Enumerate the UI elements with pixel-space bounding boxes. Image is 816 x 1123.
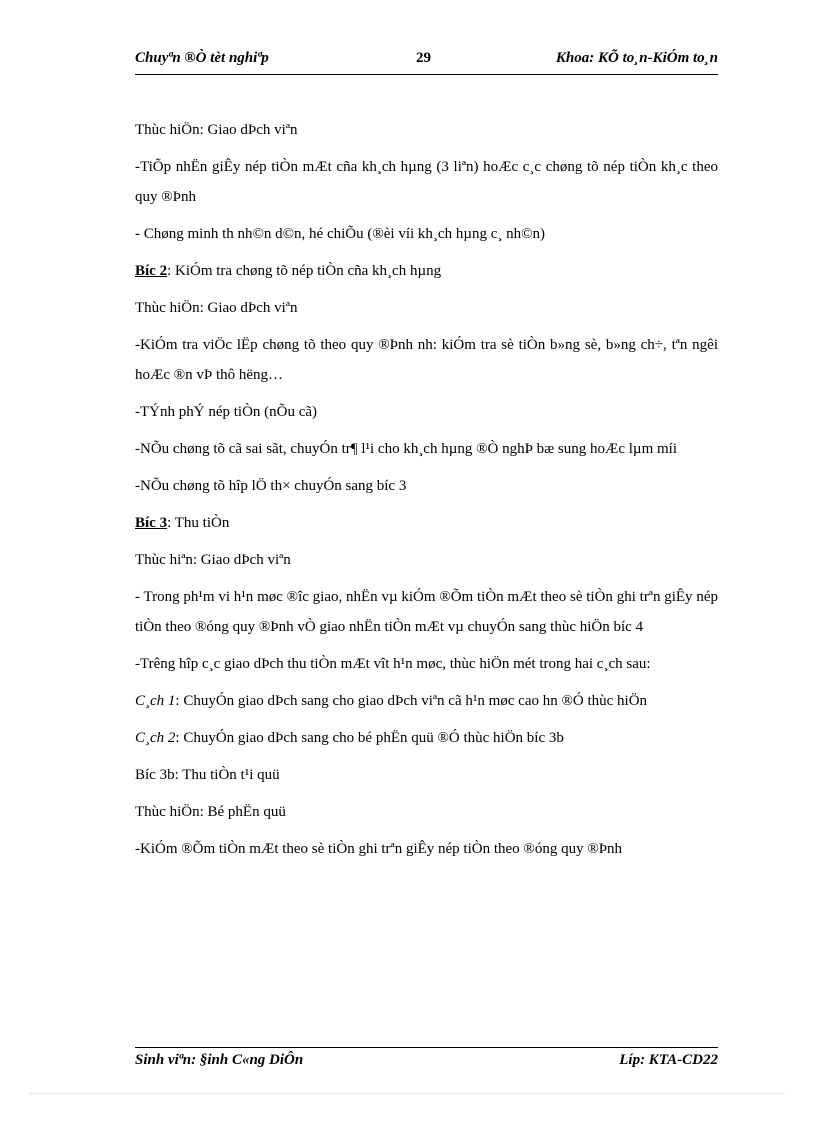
step-label: Bíc 2 xyxy=(135,263,168,279)
method-paragraph: C¸ch 2: ChuyÓn giao dÞch sang cho bé phËn quü ®Ó thùc hiÖn bíc 3b xyxy=(135,730,564,746)
paragraph: - Trong ph¹m vi h¹n møc ®îc giao, nhËn vµ kiÓm ®Õm tiÒn mÆt theo sè tiÒn ghi trªn giÊy nép tiÒn theo ®óng quy ®Þnh vÒ giao nhËn tiÒn mÆt vµ chuyÓn sang thùc hiÖn bíc 4 xyxy=(135,589,718,635)
header-divider xyxy=(135,74,718,75)
page-edge-dotted-line xyxy=(30,1093,786,1094)
method-label: C¸ch 1 xyxy=(135,693,176,709)
method-label: C¸ch 2 xyxy=(135,730,176,746)
paragraph: -KiÓm tra viÖc lËp chøng tõ theo quy ®Þnh nh: kiÓm tra sè tiÒn b»ng sè, b»ng ch÷, tªn ngêi hoÆc ®n vÞ thô hëng… xyxy=(135,337,718,383)
header-thesis-title: Chuyªn ®Ò tèt nghiªp xyxy=(135,50,269,66)
paragraph: Thùc hiÖn: Giao dÞch viªn xyxy=(135,122,298,138)
page-header xyxy=(135,50,718,74)
document-body xyxy=(135,115,718,871)
footer-class: Líp: KTA-CD22 xyxy=(619,1052,718,1068)
paragraph: - Chøng minh th nh©n d©n, hé chiÕu (®èi víi kh¸ch hµng c¸ nh©n) xyxy=(135,226,546,242)
footer-divider xyxy=(135,1047,718,1048)
paragraph: -NÕu chøng tõ cã sai sãt, chuyÓn tr¶ l¹i cho kh¸ch hµng ®Ò nghÞ bæ sung hoÆc lµm míi xyxy=(135,441,677,457)
paragraph: Thùc hiªn: Giao dÞch viªn xyxy=(135,552,291,568)
step-heading: Bíc 3: Thu tiÒn xyxy=(135,515,230,531)
paragraph: Bíc 3b: Thu tiÒn t¹i quü xyxy=(135,767,280,783)
paragraph: -TÝnh phÝ nép tiÒn (nÕu cã) xyxy=(135,404,318,420)
paragraph: -KiÓm ®Õm tiÒn mÆt theo sè tiÒn ghi trªn giÊy nép tiÒn theo ®óng quy ®Þnh xyxy=(135,841,623,857)
page-number: 29 xyxy=(416,50,431,66)
paragraph: Thùc hiÖn: Giao dÞch viªn xyxy=(135,300,298,316)
paragraph: Thùc hiÖn: Bé phËn quü xyxy=(135,804,286,820)
paragraph: -Trêng hîp c¸c giao dÞch thu tiÒn mÆt vît h¹n møc, thùc hiÖn mét trong hai c¸ch sau: xyxy=(135,656,651,672)
method-paragraph: C¸ch 1: ChuyÓn giao dÞch sang cho giao dÞch viªn cã h¹n møc cao hn ®Ó thùc hiÖn xyxy=(135,693,648,709)
paragraph: -NÕu chøng tõ hîp lÖ th× chuyÓn sang bíc 3 xyxy=(135,478,407,494)
step-heading: Bíc 2: KiÓm tra chøng tõ nép tiÒn cña kh¸ch hµng xyxy=(135,263,442,279)
footer-student: Sinh viªn: §inh C«ng DiÔn xyxy=(135,1052,304,1068)
header-faculty: Khoa: KÕ to¸n-KiÓm to¸n xyxy=(555,50,718,66)
page-footer xyxy=(135,1052,718,1074)
step-label: Bíc 3 xyxy=(135,515,168,531)
paragraph: -TiÕp nhËn giÊy nép tiÒn mÆt cña kh¸ch hµng (3 liªn) hoÆc c¸c chøng tõ nép tiÒn kh¸c theo quy ®Þnh xyxy=(135,159,718,205)
